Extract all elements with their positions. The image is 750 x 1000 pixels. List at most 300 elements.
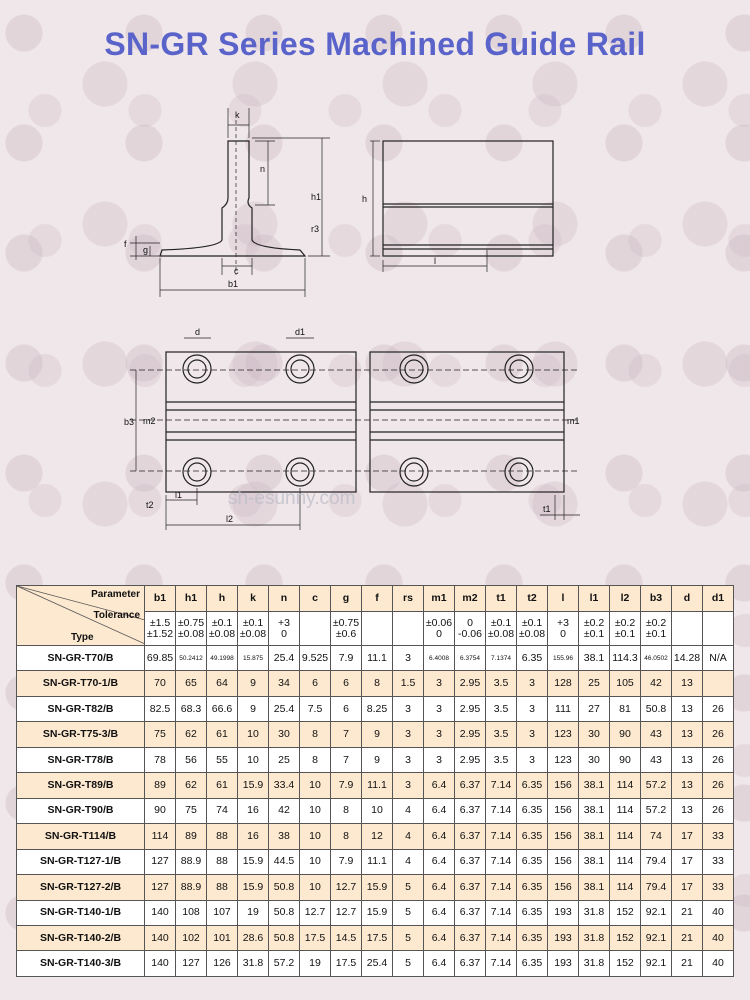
value-cell [703,671,734,696]
value-cell: 34 [269,671,300,696]
type-cell: SN-GR-T140-2/B [17,925,145,950]
value-cell: 78 [145,747,176,772]
corner-parameter: Parameter [91,589,140,600]
value-cell: 7 [331,747,362,772]
header-row [17,586,734,612]
corner-tolerance: Tolerance [93,610,140,621]
value-cell: 46.0502 [641,646,672,671]
tolerance-cell [362,612,393,646]
value-cell: 8 [331,824,362,849]
value-cell: 7.14 [486,824,517,849]
value-cell: 26 [703,722,734,747]
type-cell: SN-GR-T89/B [17,773,145,798]
value-cell: 3 [517,696,548,721]
tolerance-cell: +3 0 [269,612,300,646]
value-cell: 50.8 [269,900,300,925]
value-cell: 13 [672,747,703,772]
value-cell: 38.1 [579,824,610,849]
value-cell: 156 [548,798,579,823]
label-l1: l1 [175,490,183,500]
value-cell: 38 [269,824,300,849]
value-cell: 6 [331,696,362,721]
value-cell: 17.5 [331,951,362,977]
value-cell: 10 [300,849,331,874]
rail-side-view [383,141,553,256]
value-cell: 88 [207,849,238,874]
value-cell: 107 [207,900,238,925]
value-cell: 114 [610,824,641,849]
value-cell: 152 [610,925,641,950]
type-cell: SN-GR-T70-1/B [17,671,145,696]
value-cell: 17 [672,849,703,874]
value-cell: 12.7 [300,900,331,925]
value-cell: 127 [176,951,207,977]
value-cell: 17 [672,824,703,849]
value-cell: 90 [145,798,176,823]
value-cell: 56 [176,747,207,772]
value-cell: 156 [548,849,579,874]
value-cell: 2.95 [455,722,486,747]
table-row [17,722,734,747]
table-row [17,696,734,721]
tolerance-cell [300,612,331,646]
value-cell: 6.4 [424,824,455,849]
value-cell: 44.5 [269,849,300,874]
value-cell: 38.1 [579,875,610,900]
value-cell: 126 [207,951,238,977]
value-cell: 5 [393,875,424,900]
corner-type: Type [71,632,94,643]
value-cell: 9 [362,747,393,772]
value-cell: 105 [610,671,641,696]
value-cell: 5 [393,951,424,977]
value-cell: 30 [579,747,610,772]
value-cell: 6.4 [424,773,455,798]
column-header: t2 [517,586,548,612]
column-header: t1 [486,586,517,612]
value-cell: 38.1 [579,773,610,798]
value-cell: 6.4 [424,875,455,900]
value-cell: 49.1998 [207,646,238,671]
value-cell: 66.6 [207,696,238,721]
value-cell: 17.5 [362,925,393,950]
tolerance-cell: ±0.75 ±0.08 [176,612,207,646]
tolerance-cell: ±0.2 ±0.1 [579,612,610,646]
value-cell: 3 [393,696,424,721]
value-cell: 33 [703,824,734,849]
value-cell: 3 [393,722,424,747]
value-cell: 9 [238,671,269,696]
column-header: k [238,586,269,612]
value-cell: 13 [672,696,703,721]
value-cell: 12.7 [331,875,362,900]
value-cell: 43 [641,747,672,772]
value-cell: 114 [610,773,641,798]
value-cell: 92.1 [641,951,672,977]
value-cell: 12 [362,824,393,849]
value-cell: 8.25 [362,696,393,721]
value-cell: 3 [424,671,455,696]
value-cell: 26 [703,747,734,772]
spec-table [16,585,734,977]
value-cell: 114.3 [610,646,641,671]
column-header: b3 [641,586,672,612]
value-cell: 2.95 [455,696,486,721]
column-header: d [672,586,703,612]
value-cell: 10 [300,773,331,798]
value-cell: 57.2 [641,773,672,798]
value-cell: 11.1 [362,773,393,798]
value-cell: 3 [393,773,424,798]
tolerance-cell [703,612,734,646]
value-cell: 15.9 [238,875,269,900]
value-cell: 152 [610,900,641,925]
value-cell: 17 [672,875,703,900]
value-cell: 2.95 [455,747,486,772]
value-cell: 6 [331,671,362,696]
value-cell: 90 [610,722,641,747]
type-cell: SN-GR-T70/B [17,646,145,671]
value-cell: 9 [238,696,269,721]
table-row [17,925,734,950]
value-cell: 6.4 [424,925,455,950]
value-cell: 114 [610,798,641,823]
value-cell: 79.4 [641,875,672,900]
value-cell: 128 [548,671,579,696]
table-row [17,798,734,823]
type-cell: SN-GR-T114/B [17,824,145,849]
column-header: l2 [610,586,641,612]
value-cell: 89 [176,824,207,849]
value-cell: 82.5 [145,696,176,721]
value-cell: 6.35 [517,849,548,874]
value-cell: 152 [610,951,641,977]
value-cell: 3 [424,722,455,747]
value-cell: 7.14 [486,925,517,950]
value-cell: 140 [145,900,176,925]
value-cell: 127 [145,849,176,874]
value-cell: 26 [703,696,734,721]
bolt-holes [183,355,533,486]
tolerance-cell: ±0.2 ±0.1 [610,612,641,646]
column-header: f [362,586,393,612]
tolerance-cell: ±0.75 ±0.6 [331,612,362,646]
value-cell: 31.8 [579,951,610,977]
value-cell: 31.8 [579,925,610,950]
label-t2: t2 [146,500,154,510]
column-header: l1 [579,586,610,612]
label-f: f [124,239,127,249]
value-cell: 21 [672,900,703,925]
value-cell: 30 [579,722,610,747]
value-cell: 90 [610,747,641,772]
value-cell: 74 [641,824,672,849]
value-cell: 79.4 [641,849,672,874]
value-cell: 6.35 [517,798,548,823]
value-cell: 38.1 [579,798,610,823]
value-cell: 3 [424,747,455,772]
value-cell: 6.37 [455,824,486,849]
tolerance-cell: 0 -0.06 [455,612,486,646]
value-cell: 13 [672,671,703,696]
value-cell: 114 [610,875,641,900]
value-cell: 6.37 [455,951,486,977]
label-n: n [260,164,266,174]
value-cell: 7.14 [486,951,517,977]
value-cell: 50.2412 [176,646,207,671]
label-k: k [235,110,240,120]
value-cell: 42 [641,671,672,696]
value-cell: 55 [207,747,238,772]
value-cell: 8 [300,747,331,772]
value-cell: 25 [579,671,610,696]
value-cell: 4 [393,849,424,874]
value-cell: 62 [176,773,207,798]
value-cell: 3 [424,696,455,721]
value-cell: 15.875 [238,646,269,671]
tolerance-cell: ±0.1 ±0.08 [238,612,269,646]
column-header: b1 [145,586,176,612]
value-cell: 43 [641,722,672,747]
value-cell: 40 [703,900,734,925]
value-cell: 111 [548,696,579,721]
page-title: SN-GR Series Machined Guide Rail [104,26,646,62]
value-cell: 4 [393,798,424,823]
tolerance-cell: ±0.06 0 [424,612,455,646]
table-row [17,849,734,874]
value-cell: 75 [145,722,176,747]
value-cell: 6.37 [455,773,486,798]
value-cell: 3.5 [486,671,517,696]
value-cell: 14.28 [672,646,703,671]
value-cell: 21 [672,951,703,977]
table-row [17,747,734,772]
value-cell: 10 [300,824,331,849]
value-cell: 16 [238,824,269,849]
value-cell: 25.4 [269,646,300,671]
value-cell: 50.8 [641,696,672,721]
value-cell: 12.7 [331,900,362,925]
value-cell: 140 [145,925,176,950]
value-cell: 62 [176,722,207,747]
value-cell: 68.3 [176,696,207,721]
value-cell: 6.37 [455,925,486,950]
label-t1: t1 [543,504,551,514]
value-cell: 88.9 [176,875,207,900]
column-header: rs [393,586,424,612]
value-cell: 8 [362,671,393,696]
value-cell: 3.5 [486,696,517,721]
value-cell: 25 [269,747,300,772]
value-cell: 6.4 [424,849,455,874]
corner-cell [17,586,145,646]
label-l: l [434,256,436,266]
value-cell: 156 [548,773,579,798]
tolerance-cell: ±0.1 ±0.08 [486,612,517,646]
value-cell: 38.1 [579,646,610,671]
value-cell: 15.9 [362,900,393,925]
value-cell: 70 [145,671,176,696]
value-cell: 19 [238,900,269,925]
value-cell: 61 [207,773,238,798]
spec-table-container [16,585,734,977]
value-cell: 6.37 [455,849,486,874]
watermark: sh-esunny.com [228,488,356,509]
value-cell: 1.5 [393,671,424,696]
value-cell: 156 [548,824,579,849]
value-cell: 7.9 [331,773,362,798]
value-cell: 6.4008 [424,646,455,671]
value-cell: 26 [703,798,734,823]
value-cell: 114 [145,824,176,849]
label-h: h [362,194,368,204]
value-cell: 6.37 [455,900,486,925]
value-cell: 57.2 [269,951,300,977]
value-cell: 140 [145,951,176,977]
value-cell: 193 [548,900,579,925]
tolerance-cell: ±0.1 ±0.08 [207,612,238,646]
column-header: h1 [176,586,207,612]
table-row [17,646,734,671]
value-cell: 7.14 [486,798,517,823]
value-cell: 14.5 [331,925,362,950]
value-cell: 6.4 [424,951,455,977]
table-body [17,646,734,977]
label-d: d [195,327,201,337]
value-cell: 11.1 [362,646,393,671]
value-cell: 7.5 [300,696,331,721]
tolerance-cell: +3 0 [548,612,579,646]
type-cell: SN-GR-T127-2/B [17,875,145,900]
value-cell: 3.5 [486,747,517,772]
label-d1: d1 [295,327,306,337]
value-cell: 31.8 [238,951,269,977]
tolerance-cell: ±1.5 ±1.52 [145,612,176,646]
value-cell: 3.5 [486,722,517,747]
table-row [17,824,734,849]
value-cell: 15.9 [238,773,269,798]
rail-profile [160,141,305,256]
value-cell: 6.35 [517,925,548,950]
value-cell: 89 [145,773,176,798]
value-cell: 40 [703,925,734,950]
value-cell: 155.96 [548,646,579,671]
value-cell: 3 [393,747,424,772]
column-header: m1 [424,586,455,612]
value-cell: 3 [517,747,548,772]
value-cell: 26 [703,773,734,798]
value-cell: 108 [176,900,207,925]
value-cell: 7.14 [486,900,517,925]
value-cell: 3 [517,671,548,696]
value-cell: 10 [300,875,331,900]
value-cell: 123 [548,747,579,772]
value-cell: 33 [703,849,734,874]
value-cell: 13 [672,773,703,798]
value-cell: 15.9 [362,875,393,900]
value-cell: 15.9 [238,849,269,874]
label-m1: m1 [567,416,580,426]
value-cell: 123 [548,722,579,747]
value-cell: 33 [703,875,734,900]
value-cell: 6 [300,671,331,696]
value-cell: 81 [610,696,641,721]
value-cell: 57.2 [641,798,672,823]
value-cell: 28.6 [238,925,269,950]
value-cell: 50.8 [269,925,300,950]
value-cell: 38.1 [579,849,610,874]
value-cell: 6.35 [517,773,548,798]
column-header: d1 [703,586,734,612]
value-cell: 127 [145,875,176,900]
value-cell: 61 [207,722,238,747]
table-row [17,875,734,900]
value-cell: 9 [362,722,393,747]
column-header: h [207,586,238,612]
value-cell: 31.8 [579,900,610,925]
value-cell: 27 [579,696,610,721]
value-cell: 30 [269,722,300,747]
type-cell: SN-GR-T127-1/B [17,849,145,874]
value-cell: 17.5 [300,925,331,950]
value-cell: 69.85 [145,646,176,671]
value-cell: 33.4 [269,773,300,798]
value-cell: 7 [331,722,362,747]
type-cell: SN-GR-T140-1/B [17,900,145,925]
value-cell: 7.14 [486,875,517,900]
value-cell: 114 [610,849,641,874]
value-cell: 6.35 [517,824,548,849]
value-cell: 7.9 [331,849,362,874]
tolerance-cell [393,612,424,646]
type-cell: SN-GR-T82/B [17,696,145,721]
value-cell: 65 [176,671,207,696]
column-header: c [300,586,331,612]
value-cell: 6.3754 [455,646,486,671]
value-cell: 19 [300,951,331,977]
value-cell: 64 [207,671,238,696]
value-cell: 193 [548,951,579,977]
value-cell: 10 [238,747,269,772]
label-c: c [234,266,239,276]
value-cell: 3 [393,646,424,671]
value-cell: 7.14 [486,773,517,798]
column-header: m2 [455,586,486,612]
label-r3: r3 [311,224,320,234]
value-cell: 9.525 [300,646,331,671]
table-row [17,951,734,977]
tolerance-cell: ±0.1 ±0.08 [517,612,548,646]
value-cell: 16 [238,798,269,823]
type-cell: SN-GR-T75-3/B [17,722,145,747]
type-cell: SN-GR-T140-3/B [17,951,145,977]
value-cell: 75 [176,798,207,823]
label-g: g [143,245,149,255]
value-cell: 25.4 [269,696,300,721]
value-cell: 6.35 [517,875,548,900]
value-cell: 8 [300,722,331,747]
label-h1: h1 [311,192,322,202]
value-cell: 92.1 [641,900,672,925]
tolerance-cell: ±0.2 ±0.1 [641,612,672,646]
label-m2: m2 [143,416,156,426]
value-cell: 3 [517,722,548,747]
value-cell: 156 [548,875,579,900]
value-cell: 74 [207,798,238,823]
value-cell: 88 [207,875,238,900]
value-cell: 21 [672,925,703,950]
value-cell: 4 [393,824,424,849]
